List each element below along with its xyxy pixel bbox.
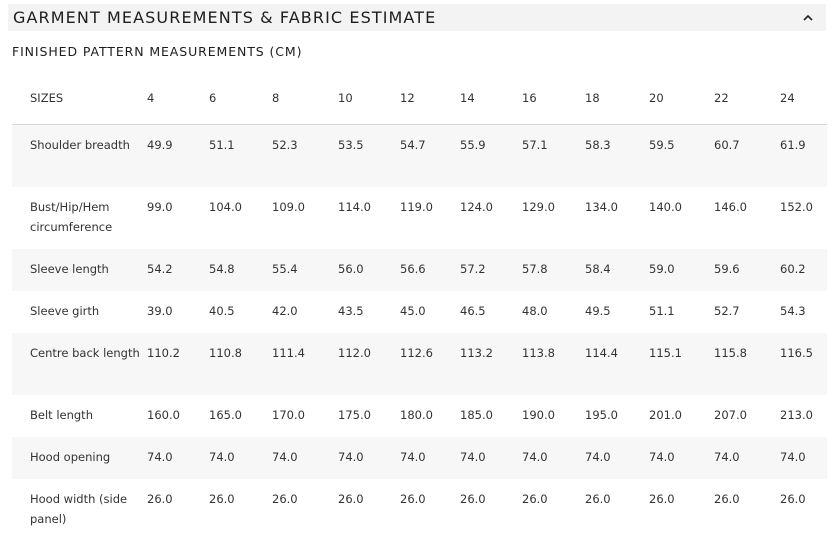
table-row xyxy=(12,333,827,395)
table-cell: 190.0 xyxy=(522,408,555,422)
table-cell: 160.0 xyxy=(147,408,180,422)
table-cell: 59.6 xyxy=(714,249,780,291)
table-cell: 74.0 xyxy=(780,437,827,479)
column-header: 6 xyxy=(209,72,272,125)
table-cell: 43.5 xyxy=(338,304,364,318)
table-cell: 74.0 xyxy=(400,437,460,479)
table-cell: 26.0 xyxy=(714,492,740,506)
table-cell: 129.0 xyxy=(522,200,555,214)
table-cell: 26.0 xyxy=(147,492,173,506)
table-cell: 40.5 xyxy=(209,304,235,318)
table-cell: 51.1 xyxy=(209,125,272,188)
table-cell: 54.3 xyxy=(780,304,806,318)
table-cell: 60.2 xyxy=(780,249,827,291)
table-cell: 26.0 xyxy=(460,492,486,506)
table-cell: 114.4 xyxy=(585,333,649,395)
table-cell: 26.0 xyxy=(272,492,298,506)
column-header: 12 xyxy=(400,72,460,125)
table-cell: 74.0 xyxy=(649,437,714,479)
table-cell: 57.1 xyxy=(522,125,585,188)
table-row xyxy=(12,437,827,479)
table-cell: 55.4 xyxy=(272,249,338,291)
table-cell: 109.0 xyxy=(272,200,305,214)
table-cell: 124.0 xyxy=(460,200,493,214)
table-cell: 54.7 xyxy=(400,125,460,188)
table-row xyxy=(12,291,827,333)
table-cell: 119.0 xyxy=(400,200,433,214)
column-header: 8 xyxy=(272,72,338,125)
row-label: Centre back length xyxy=(12,333,147,395)
table-cell: 60.7 xyxy=(714,125,780,188)
table-cell: 54.8 xyxy=(209,249,272,291)
row-label: Sleeve girth xyxy=(30,304,100,318)
column-header: 10 xyxy=(338,72,400,125)
table-cell: 110.2 xyxy=(147,333,209,395)
table-cell: 74.0 xyxy=(338,437,400,479)
measurements-accordion-header[interactable] xyxy=(8,4,826,31)
column-header: 4 xyxy=(147,72,209,125)
table-cell: 51.1 xyxy=(649,304,675,318)
table-cell: 180.0 xyxy=(400,408,433,422)
row-label: Bust/Hip/Hem circumference xyxy=(30,200,113,234)
table-cell: 74.0 xyxy=(714,437,780,479)
table-cell: 61.9 xyxy=(780,125,827,188)
table-cell: 39.0 xyxy=(147,304,173,318)
table-cell: 113.8 xyxy=(522,333,585,395)
table-cell: 74.0 xyxy=(585,437,649,479)
table-cell: 54.2 xyxy=(147,249,209,291)
table-cell: 195.0 xyxy=(585,408,618,422)
table-cell: 49.9 xyxy=(147,125,209,188)
table-cell: 116.5 xyxy=(780,333,827,395)
column-header: 22 xyxy=(714,72,780,125)
table-cell: 52.7 xyxy=(714,304,740,318)
table-cell: 26.0 xyxy=(400,492,426,506)
table-cell: 140.0 xyxy=(649,200,682,214)
table-cell: 165.0 xyxy=(209,408,242,422)
table-cell: 74.0 xyxy=(147,437,209,479)
table-cell: 49.5 xyxy=(585,304,611,318)
table-cell: 57.2 xyxy=(460,249,522,291)
table-cell: 26.0 xyxy=(585,492,611,506)
table-cell: 112.6 xyxy=(400,333,460,395)
table-cell: 56.6 xyxy=(400,249,460,291)
table-cell: 59.0 xyxy=(649,249,714,291)
table-cell: 213.0 xyxy=(780,408,813,422)
table-cell: 58.3 xyxy=(585,125,649,188)
table-cell: 48.0 xyxy=(522,304,548,318)
table-title: FINISHED PATTERN MEASUREMENTS (CM) xyxy=(12,44,303,59)
header-row xyxy=(12,72,827,125)
table-cell: 45.0 xyxy=(400,304,426,318)
table-row xyxy=(12,395,827,437)
row-label: Belt length xyxy=(30,408,93,422)
table-cell: 53.5 xyxy=(338,125,400,188)
chevron-up-icon[interactable] xyxy=(794,4,822,31)
table-row xyxy=(12,187,827,249)
row-label: Hood opening xyxy=(12,437,147,479)
table-cell: 207.0 xyxy=(714,408,747,422)
row-label: Hood width (side panel) xyxy=(30,492,128,526)
table-row xyxy=(12,479,827,541)
table-cell: 26.0 xyxy=(338,492,364,506)
table-cell: 152.0 xyxy=(780,200,813,214)
table-cell: 134.0 xyxy=(585,200,618,214)
table-cell: 104.0 xyxy=(209,200,242,214)
table-cell: 74.0 xyxy=(522,437,585,479)
column-header: 16 xyxy=(522,72,585,125)
table-cell: 74.0 xyxy=(272,437,338,479)
table-cell: 42.0 xyxy=(272,304,298,318)
row-label: Sleeve length xyxy=(12,249,147,291)
table-cell: 110.8 xyxy=(209,333,272,395)
table-cell: 46.5 xyxy=(460,304,486,318)
column-header: 18 xyxy=(585,72,649,125)
table-cell: 52.3 xyxy=(272,125,338,188)
table-cell: 26.0 xyxy=(209,492,235,506)
column-header: 20 xyxy=(649,72,714,125)
table-cell: 115.1 xyxy=(649,333,714,395)
table-cell: 175.0 xyxy=(338,408,371,422)
table-cell: 113.2 xyxy=(460,333,522,395)
table-cell: 26.0 xyxy=(780,492,806,506)
table-cell: 146.0 xyxy=(714,200,747,214)
table-cell: 26.0 xyxy=(522,492,548,506)
table-cell: 57.8 xyxy=(522,249,585,291)
table-cell: 58.4 xyxy=(585,249,649,291)
column-header: 24 xyxy=(780,72,827,125)
row-label: Shoulder breadth xyxy=(12,125,147,188)
table-cell: 185.0 xyxy=(460,408,493,422)
table-cell: 59.5 xyxy=(649,125,714,188)
section-title: GARMENT MEASUREMENTS & FABRIC ESTIMATE xyxy=(13,8,437,27)
table-cell: 112.0 xyxy=(338,333,400,395)
table-cell: 74.0 xyxy=(460,437,522,479)
table-cell: 99.0 xyxy=(147,200,173,214)
table-row xyxy=(12,249,827,291)
table-cell: 170.0 xyxy=(272,408,305,422)
table-cell: 55.9 xyxy=(460,125,522,188)
table-cell: 26.0 xyxy=(649,492,675,506)
table-cell: 74.0 xyxy=(209,437,272,479)
table-cell: 115.8 xyxy=(714,333,780,395)
column-header: SIZES xyxy=(12,72,147,125)
column-header: 14 xyxy=(460,72,522,125)
table-row xyxy=(12,125,827,188)
table-cell: 56.0 xyxy=(338,249,400,291)
table-cell: 114.0 xyxy=(338,200,371,214)
table-cell: 201.0 xyxy=(649,408,682,422)
table-cell: 111.4 xyxy=(272,333,338,395)
measurements-table xyxy=(12,72,827,541)
